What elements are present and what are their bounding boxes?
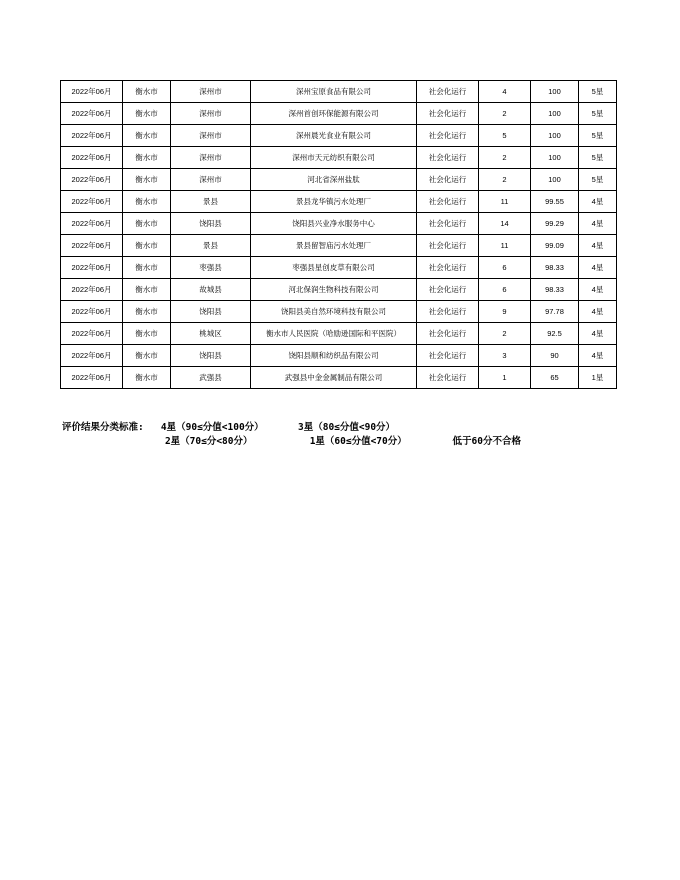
cell-operation: 社会化运行 bbox=[417, 279, 479, 301]
cell-count: 11 bbox=[479, 191, 531, 213]
cell-score: 98.33 bbox=[531, 279, 579, 301]
cell-city: 衡水市 bbox=[123, 257, 171, 279]
table-row bbox=[61, 103, 617, 125]
cell-county: 深州市 bbox=[171, 103, 251, 125]
cell-count: 1 bbox=[479, 367, 531, 389]
cell-county: 武强县 bbox=[171, 367, 251, 389]
cell-score: 99.29 bbox=[531, 213, 579, 235]
cell-county: 深州市 bbox=[171, 147, 251, 169]
cell-county: 深州市 bbox=[171, 81, 251, 103]
cell-county: 景县 bbox=[171, 191, 251, 213]
cell-company: 景县留智庙污水处理厂 bbox=[251, 235, 417, 257]
cell-month: 2022年06月 bbox=[61, 103, 123, 125]
cell-county: 饶阳县 bbox=[171, 213, 251, 235]
cell-company: 衡水市人民医院（哈励逊国际和平医院） bbox=[251, 323, 417, 345]
cell-city: 衡水市 bbox=[123, 367, 171, 389]
cell-city: 衡水市 bbox=[123, 323, 171, 345]
cell-month: 2022年06月 bbox=[61, 323, 123, 345]
cell-operation: 社会化运行 bbox=[417, 125, 479, 147]
cell-company: 河北保润生物科技有限公司 bbox=[251, 279, 417, 301]
cell-county: 桃城区 bbox=[171, 323, 251, 345]
cell-month: 2022年06月 bbox=[61, 81, 123, 103]
cell-operation: 社会化运行 bbox=[417, 81, 479, 103]
cell-city: 衡水市 bbox=[123, 103, 171, 125]
cell-month: 2022年06月 bbox=[61, 345, 123, 367]
cell-city: 衡水市 bbox=[123, 169, 171, 191]
cell-score: 99.09 bbox=[531, 235, 579, 257]
table-row bbox=[61, 279, 617, 301]
cell-city: 衡水市 bbox=[123, 213, 171, 235]
cell-operation: 社会化运行 bbox=[417, 301, 479, 323]
cell-county: 故城县 bbox=[171, 279, 251, 301]
cell-score: 100 bbox=[531, 103, 579, 125]
cell-count: 5 bbox=[479, 125, 531, 147]
table-body bbox=[61, 81, 617, 389]
cell-rating: 4星 bbox=[579, 257, 617, 279]
cell-company: 深州晨光食业有限公司 bbox=[251, 125, 417, 147]
table-row bbox=[61, 323, 617, 345]
cell-city: 衡水市 bbox=[123, 191, 171, 213]
cell-rating: 5星 bbox=[579, 169, 617, 191]
evaluation-table bbox=[60, 80, 617, 389]
cell-rating: 4星 bbox=[579, 301, 617, 323]
cell-month: 2022年06月 bbox=[61, 169, 123, 191]
cell-rating: 5星 bbox=[579, 147, 617, 169]
cell-count: 4 bbox=[479, 81, 531, 103]
table-row bbox=[61, 125, 617, 147]
cell-count: 14 bbox=[479, 213, 531, 235]
cell-count: 2 bbox=[479, 103, 531, 125]
cell-city: 衡水市 bbox=[123, 301, 171, 323]
cell-score: 100 bbox=[531, 169, 579, 191]
cell-company: 深州市天元纺织有限公司 bbox=[251, 147, 417, 169]
cell-company: 河北省深州盐肽 bbox=[251, 169, 417, 191]
cell-operation: 社会化运行 bbox=[417, 191, 479, 213]
cell-count: 2 bbox=[479, 169, 531, 191]
rating-legend bbox=[62, 421, 521, 449]
cell-rating: 5星 bbox=[579, 103, 617, 125]
cell-operation: 社会化运行 bbox=[417, 103, 479, 125]
cell-city: 衡水市 bbox=[123, 125, 171, 147]
cell-rating: 4星 bbox=[579, 191, 617, 213]
cell-county: 景县 bbox=[171, 235, 251, 257]
cell-score: 97.78 bbox=[531, 301, 579, 323]
cell-score: 92.5 bbox=[531, 323, 579, 345]
cell-operation: 社会化运行 bbox=[417, 323, 479, 345]
cell-company: 枣强县星创皮草有限公司 bbox=[251, 257, 417, 279]
cell-month: 2022年06月 bbox=[61, 125, 123, 147]
cell-month: 2022年06月 bbox=[61, 191, 123, 213]
cell-rating: 4星 bbox=[579, 279, 617, 301]
cell-month: 2022年06月 bbox=[61, 235, 123, 257]
cell-city: 衡水市 bbox=[123, 345, 171, 367]
table-row bbox=[61, 345, 617, 367]
legend-label: 评价结果分类标准: bbox=[62, 422, 144, 433]
cell-operation: 社会化运行 bbox=[417, 345, 479, 367]
cell-count: 6 bbox=[479, 257, 531, 279]
cell-month: 2022年06月 bbox=[61, 301, 123, 323]
cell-company: 饶阳县顺和纺织品有限公司 bbox=[251, 345, 417, 367]
cell-rating: 5星 bbox=[579, 81, 617, 103]
cell-score: 65 bbox=[531, 367, 579, 389]
legend-star1: 1星（60≤分值<70分） bbox=[309, 436, 407, 447]
cell-score: 100 bbox=[531, 81, 579, 103]
cell-operation: 社会化运行 bbox=[417, 169, 479, 191]
cell-county: 饶阳县 bbox=[171, 345, 251, 367]
table-row bbox=[61, 257, 617, 279]
cell-city: 衡水市 bbox=[123, 235, 171, 257]
cell-rating: 5星 bbox=[579, 125, 617, 147]
table-row bbox=[61, 301, 617, 323]
cell-rating: 4星 bbox=[579, 235, 617, 257]
cell-company: 饶阳县兴业净水服务中心 bbox=[251, 213, 417, 235]
legend-fail: 低于60分不合格 bbox=[452, 436, 521, 447]
cell-operation: 社会化运行 bbox=[417, 367, 479, 389]
table-row bbox=[61, 235, 617, 257]
legend-star4: 4星（90≤分值<100分） bbox=[160, 422, 264, 433]
cell-company: 饶阳县美自然环境科技有限公司 bbox=[251, 301, 417, 323]
cell-county: 深州市 bbox=[171, 125, 251, 147]
cell-city: 衡水市 bbox=[123, 147, 171, 169]
cell-count: 3 bbox=[479, 345, 531, 367]
cell-company: 深州首创环保能源有限公司 bbox=[251, 103, 417, 125]
cell-rating: 4星 bbox=[579, 323, 617, 345]
cell-city: 衡水市 bbox=[123, 81, 171, 103]
cell-count: 6 bbox=[479, 279, 531, 301]
cell-operation: 社会化运行 bbox=[417, 257, 479, 279]
table-row bbox=[61, 81, 617, 103]
table-row bbox=[61, 169, 617, 191]
cell-month: 2022年06月 bbox=[61, 213, 123, 235]
cell-month: 2022年06月 bbox=[61, 367, 123, 389]
cell-count: 2 bbox=[479, 323, 531, 345]
cell-month: 2022年06月 bbox=[61, 279, 123, 301]
cell-score: 90 bbox=[531, 345, 579, 367]
legend-star2: 2星（70≤分<80分） bbox=[164, 436, 253, 447]
cell-score: 99.55 bbox=[531, 191, 579, 213]
cell-operation: 社会化运行 bbox=[417, 213, 479, 235]
cell-county: 枣强县 bbox=[171, 257, 251, 279]
table-row bbox=[61, 191, 617, 213]
cell-company: 武强县中金金属制品有限公司 bbox=[251, 367, 417, 389]
table-row bbox=[61, 213, 617, 235]
cell-company: 景县龙华镇污水处理厂 bbox=[251, 191, 417, 213]
table-row bbox=[61, 367, 617, 389]
cell-month: 2022年06月 bbox=[61, 257, 123, 279]
cell-count: 2 bbox=[479, 147, 531, 169]
cell-operation: 社会化运行 bbox=[417, 235, 479, 257]
cell-operation: 社会化运行 bbox=[417, 147, 479, 169]
cell-score: 100 bbox=[531, 147, 579, 169]
cell-month: 2022年06月 bbox=[61, 147, 123, 169]
cell-county: 饶阳县 bbox=[171, 301, 251, 323]
cell-county: 深州市 bbox=[171, 169, 251, 191]
cell-count: 9 bbox=[479, 301, 531, 323]
table-row bbox=[61, 147, 617, 169]
cell-company: 深州宝原食品有限公司 bbox=[251, 81, 417, 103]
legend-star3: 3星（80≤分值<90分） bbox=[298, 422, 396, 433]
cell-rating: 4星 bbox=[579, 213, 617, 235]
cell-score: 100 bbox=[531, 125, 579, 147]
cell-score: 98.33 bbox=[531, 257, 579, 279]
cell-rating: 4星 bbox=[579, 345, 617, 367]
cell-city: 衡水市 bbox=[123, 279, 171, 301]
cell-count: 11 bbox=[479, 235, 531, 257]
cell-rating: 1星 bbox=[579, 367, 617, 389]
